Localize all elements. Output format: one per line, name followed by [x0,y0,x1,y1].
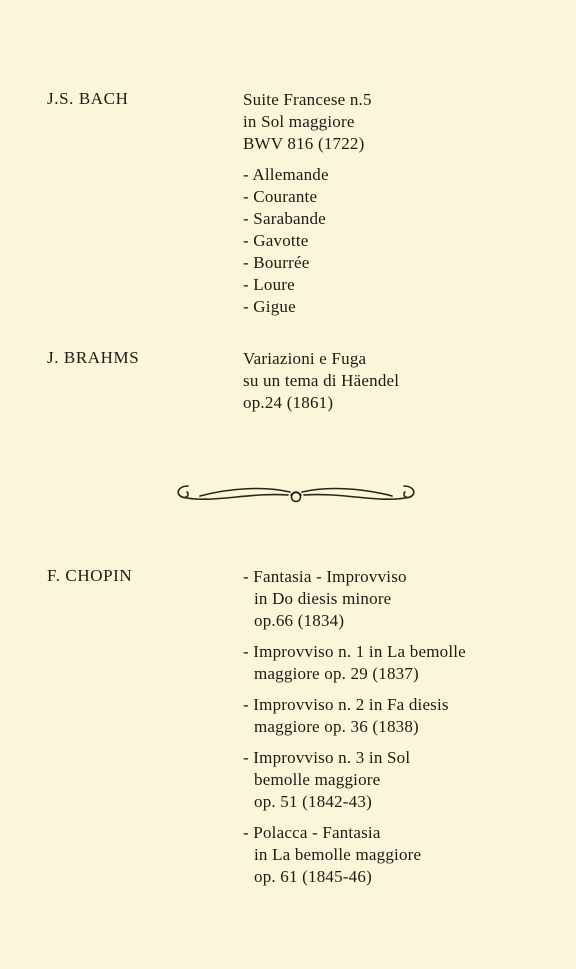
bach-movement: - Gavotte [243,231,309,250]
chopin-work-line: - Improvviso n. 3 in Sol [243,748,411,767]
chopin-work-line: in La bemolle maggiore [254,845,422,864]
chopin-work-line: - Improvviso n. 1 in La bemolle [243,642,466,661]
chopin-work [243,694,466,738]
bach-movement: - Sarabande [243,209,326,228]
bach-work [243,89,372,318]
chopin-work-line: in Do diesis minore [254,589,392,608]
chopin-work-line: - Improvviso n. 2 in Fa diesis [243,695,449,714]
chopin-work [243,822,466,888]
bach-movement: - Loure [243,275,295,294]
bach-title-line: in Sol maggiore [243,112,355,131]
composer-brahms: J. BRAHMS [47,348,140,367]
bach-movement: - Bourrée [243,253,310,272]
composer-chopin: F. CHOPIN [47,566,133,585]
chopin-work-line: op.66 (1834) [254,611,345,630]
chopin-work-line: - Polacca - Fantasia [243,823,381,842]
bach-title-line: BWV 816 (1722) [243,134,365,153]
brahms-work [243,348,399,414]
composer-bach: J.S. BACH [47,89,129,108]
bach-title-line: Suite Francese n.5 [243,90,372,109]
brahms-title-line: op.24 (1861) [243,393,334,412]
chopin-work [243,566,466,632]
brahms-title-line: su un tema di Häendel [243,371,400,390]
chopin-work-line: - Fantasia - Improvviso [243,567,407,586]
scroll-flourish-ornament-icon [170,474,422,508]
chopin-work-line: maggiore op. 36 (1838) [254,717,419,736]
chopin-works [243,566,466,888]
bach-movement: - Courante [243,187,318,206]
bach-movement: - Gigue [243,297,296,316]
chopin-work-line: op. 61 (1845-46) [254,867,372,886]
chopin-work [243,641,466,685]
chopin-work [243,747,466,813]
chopin-work-line: maggiore op. 29 (1837) [254,664,419,683]
bach-movement: - Allemande [243,165,329,184]
brahms-title-line: Variazioni e Fuga [243,349,367,368]
chopin-work-line: op. 51 (1842-43) [254,792,372,811]
chopin-work-line: bemolle maggiore [254,770,381,789]
